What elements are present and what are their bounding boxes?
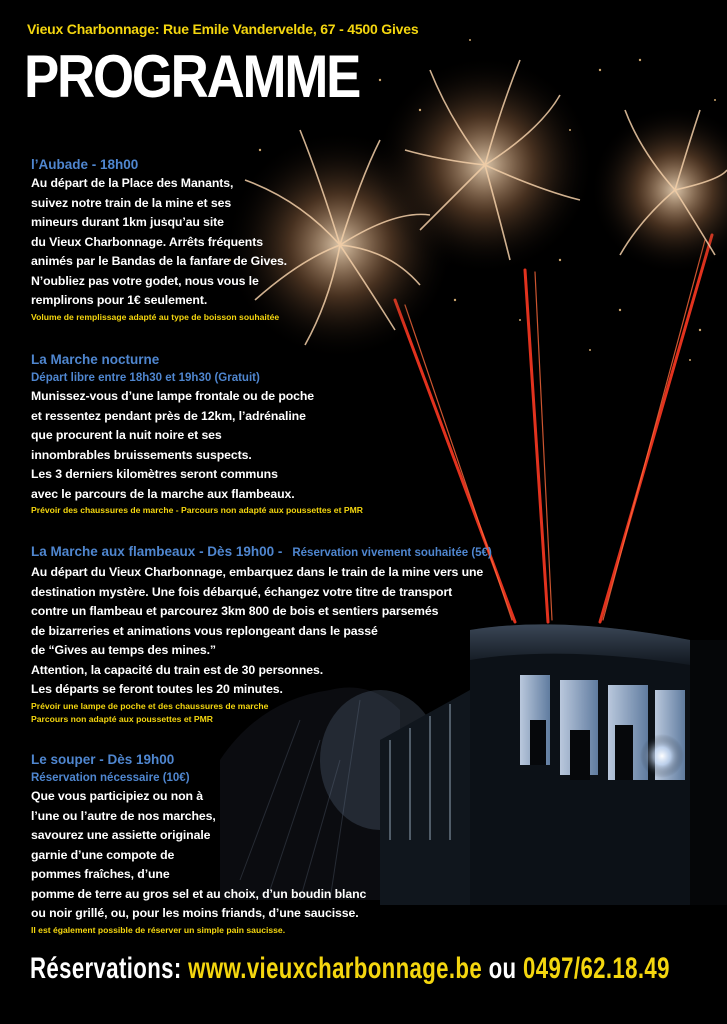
section-note: Prévoir une lampe de poche et des chaussures de marche [31, 700, 269, 711]
section-marche-flambeaux [31, 542, 492, 726]
section-body: Que vous participiez ou non à l’une ou l’autre de nos marches, savourez une assiette originale garnie d’une compote de pommes fraîches, d’une pomme de terre au gros sel et au choix, d’un boudin blanc ou noir grillé, ou, pour les moins friands, d’une saucisse. [31, 789, 367, 920]
or-text: ou [488, 952, 517, 985]
section-aubade [31, 155, 287, 324]
section-note: Parcours non adapté aux poussettes et PMR [31, 713, 213, 724]
section-subtitle: Réservation nécessaire (10€) [31, 772, 190, 784]
section-title [31, 542, 492, 563]
section-title-text: La Marche aux flambeaux - Dès 19h00 - [31, 544, 283, 559]
page-title: PROGRAMME [24, 43, 360, 110]
section-note: Il est également possible de réserver un simple pain saucisse. [31, 924, 286, 935]
reservation-note: Réservation vivement souhaitée (5€) [292, 547, 492, 559]
website-link[interactable]: www.vieuxcharbonnage.be [188, 952, 483, 985]
section-body: Au départ de la Place des Manants, suivez notre train de la mine et ses mineurs durant 1km jusqu’au site du Vieux Charbonnage. Arrêts fréquents animés par le Bandas de la fanfare de Gives. N’oubliez pas votre godet, nous vous le remplirons pour 1€ seulement. [31, 176, 287, 307]
section-title: La Marche nocturne [31, 352, 160, 367]
section-souper [31, 750, 366, 937]
section-title: l’Aubade - 18h00 [31, 157, 139, 172]
section-title: Le souper - Dès 19h00 [31, 752, 175, 767]
section-marche-nocturne [31, 350, 363, 517]
section-note: Volume de remplissage adapté au type de boisson souhaitée [31, 311, 280, 322]
section-subtitle: Départ libre entre 18h30 et 19h30 (Gratuit) [31, 372, 260, 384]
phone-number[interactable]: 0497/62.18.49 [523, 952, 670, 985]
section-body: Munissez-vous d’une lampe frontale ou de poche et ressentez pendant près de 12km, l’adrénaline que procurent la nuit noire et ses innombrables bruissements suspects. Les 3 derniers kilomètres seront communs avec le parcours de la marche aux flambeaux. [31, 389, 315, 501]
reservations-label: Réservations: [30, 952, 182, 985]
venue-address: Vieux Charbonnage: Rue Emile Vandervelde, 67 - 4500 Gives [27, 21, 419, 37]
section-note: Prévoir des chaussures de marche - Parcours non adapté aux poussettes et PMR [31, 505, 363, 515]
reservations-footer [30, 952, 670, 986]
section-body: Au départ du Vieux Charbonnage, embarquez dans le train de la mine vers une destination mystère. Une fois débarqué, échangez votre titre de transport contre un flambeau et parcourez 3km 800 de bois et sentiers parsemés de bizarreries et animations vous replongeant dans le passé de “Gives au temps des mines.” Attention, la capacité du train est de 30 personnes. Les départs se feront toutes les 20 minutes. [31, 565, 484, 696]
